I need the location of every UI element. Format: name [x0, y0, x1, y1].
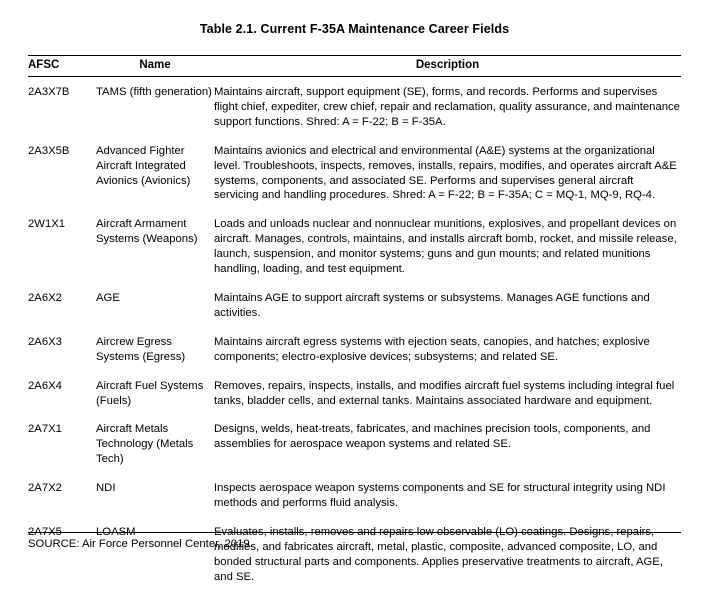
- table-header-row: [28, 56, 681, 77]
- cell-description: Maintains aircraft egress systems with ejection seats, canopies, and hatches; explosive components; electro-explosive devices; subsystems; and related SE.: [214, 335, 650, 363]
- cell-name: Aircrew Egress Systems (Egress): [96, 335, 186, 363]
- cell-description: Evaluates, installs, removes and repairs low observable (LO) coatings. Designs, repairs, modifies, and fabricates aircraft, metal, plastic, composite, advanced composite, LO, and bonded structural parts and components. Applies preservative treatments to aircraft, AGE, and SE.: [214, 525, 663, 583]
- cell-name: TAMS (fifth generation): [96, 86, 212, 98]
- table-row: [28, 137, 681, 211]
- table-bottom-rule: [28, 532, 681, 533]
- cell-afsc: 2A3X5B: [28, 144, 70, 157]
- cell-description: Inspects aerospace weapon systems components and SE for structural integrity using NDI methods and performs fluid analysis.: [214, 482, 666, 510]
- table-header: [28, 56, 681, 77]
- table-row: [28, 77, 681, 137]
- table-row: [28, 328, 681, 372]
- cell-name: NDI: [96, 482, 116, 495]
- career-fields-table: [28, 55, 681, 592]
- cell-name: Aircraft Armament Systems (Weapons): [96, 218, 198, 246]
- table-row: [28, 415, 681, 474]
- cell-afsc: 2A7X1: [28, 423, 62, 436]
- table-body: [28, 77, 681, 592]
- cell-description: Designs, welds, heat-treats, fabricates, and machines precision tools, components, and assemblies for aerospace weapon systems and related SE.: [214, 423, 651, 451]
- cell-afsc: 2A6X2: [28, 291, 62, 304]
- cell-description: Loads and unloads nuclear and nonnuclear munitions, explosives, and propellant devices on aircraft. Manages, controls, maintains, and installs aircraft bomb, rocket, and missile release, launch, suspension, and monitor systems; guns and gun mounts; and related munitions handling, loading, and test equipment.: [214, 218, 677, 276]
- cell-name: Aircraft Metals Technology (Metals Tech): [96, 423, 194, 466]
- column-header-description: Description: [214, 56, 681, 77]
- cell-afsc: 2A6X3: [28, 335, 62, 348]
- source-note: SOURCE: Air Force Personnel Center, 2019.: [28, 538, 253, 551]
- cell-afsc: 2A6X4: [28, 379, 62, 392]
- cell-name: LOASM: [96, 525, 136, 538]
- table-title: Table 2.1. Current F-35A Maintenance Career Fields: [199, 22, 510, 36]
- cell-description: Removes, repairs, inspects, installs, and modifies aircraft fuel systems including integral fuel tanks, bladder cells, and external tanks. Maintains associated hardware and equipment.: [214, 379, 675, 407]
- cell-name: AGE: [96, 291, 120, 304]
- cell-afsc: 2A7X2: [28, 482, 62, 495]
- cell-name: Aircraft Fuel Systems (Fuels): [96, 379, 204, 407]
- cell-description: Maintains AGE to support aircraft systems or subsystems. Manages AGE functions and activities.: [214, 291, 650, 319]
- table-row: [28, 210, 681, 284]
- column-header-afsc: AFSC: [28, 56, 96, 77]
- cell-afsc: 2A3X7B: [28, 86, 70, 98]
- source-note-area: [28, 532, 681, 552]
- cell-name: Advanced Fighter Aircraft Integrated Avionics (Avionics): [96, 144, 191, 187]
- table-row: [28, 474, 681, 518]
- column-header-name: Name: [96, 56, 214, 77]
- table-row: [28, 284, 681, 328]
- cell-afsc: 2A7X5: [28, 525, 62, 538]
- cell-description: Maintains avionics and electrical and environmental (A&E) systems at the organizational level. Troubleshoots, inspects, removes, installs, repairs, modifies, and operates aircraft A&E systems, components, and associated SE. Performs and supervises general aircraft servicing and handling procedures. Shred: A = F-22; B = F-35A; C = MQ-1, MQ-9, RQ-4.: [214, 144, 677, 202]
- cell-description: Maintains aircraft, support equipment (SE), forms, and records. Performs and supervises flight chief, expediter, crew chief, repair and reclamation, quality assurance, and maintenance support functions. Shred: A = F-22; B = F-35A.: [214, 86, 680, 128]
- table-row: [28, 372, 681, 416]
- cell-afsc: 2W1X1: [28, 218, 66, 231]
- table-row: [28, 518, 681, 592]
